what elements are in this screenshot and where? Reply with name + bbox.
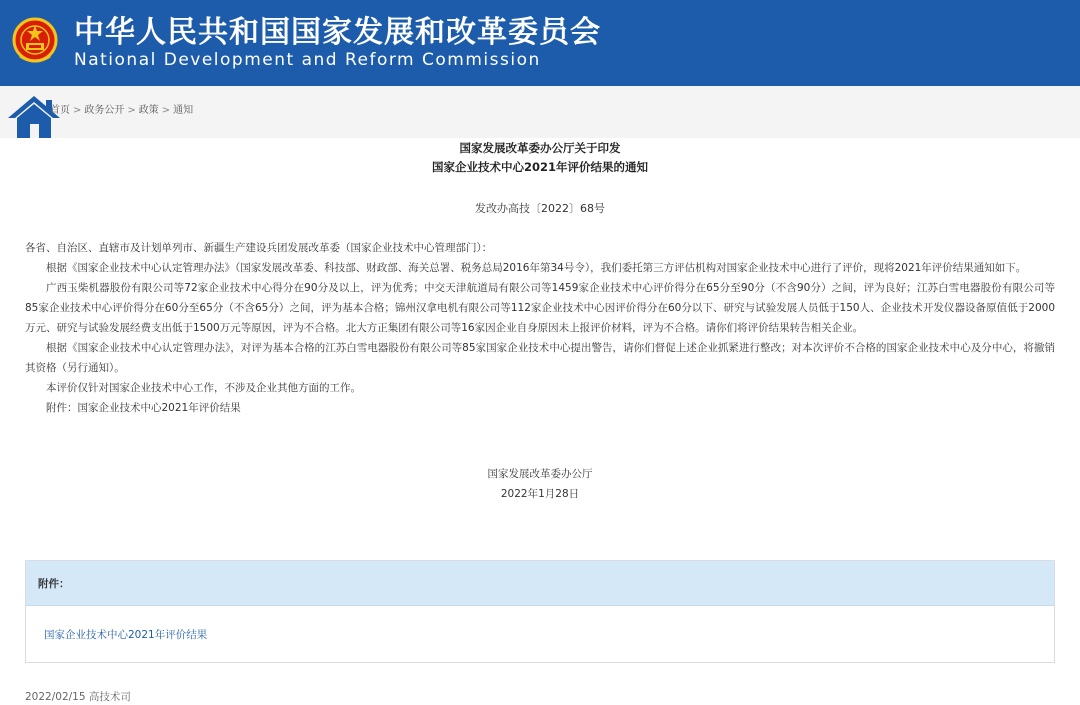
- breadcrumb-home[interactable]: 首页: [50, 105, 70, 116]
- publish-meta: 2022/02/15 高技术司: [25, 691, 131, 703]
- attachment-header-label: 附件：: [38, 578, 70, 590]
- breadcrumb-policy[interactable]: 政策: [138, 105, 159, 116]
- document-title-line2: 国家企业技术中心2021年评价结果的通知: [431, 160, 648, 174]
- document-attachment-note: 附件：国家企业技术中心2021年评价结果: [46, 402, 241, 414]
- document-paragraph: 广西玉柴机器股份有限公司等72家企业技术中心得分在90分及以上，评为优秀；中交天津航道局有限公司等1459家企业技术中心评价得分在65分至90分（不含90分）之间，评为良好；江苏白雪电器股份有限公司等85家企业技术中心评价得分在60分至65分（不含65分）之间，评为基本合格；锦州汉拿电机有限公司等112家企业技术中心因评价得分在60分以下、研究与试验发展人员低于150人、企业技术开发仪器设备原值低于2000万元、研究与试验发展经费支出低于1500万元等原因，评为不合格。北大方正集团有限公司等16家因企业自身原因未上报评价材料，评为不合格。请你们将评价结果转告相关企业。: [25, 282, 1055, 334]
- document-body: [25, 238, 1055, 418]
- breadcrumb: [50, 104, 193, 118]
- document-paragraph: 本评价仅针对国家企业技术中心工作，不涉及企业其他方面的工作。: [46, 382, 361, 394]
- document-signer: 国家发展改革委办公厅: [487, 468, 593, 480]
- breadcrumb-separator: >: [127, 105, 136, 116]
- site-title-en: National Development and Reform Commission: [74, 50, 541, 70]
- breadcrumb-separator: >: [161, 105, 171, 116]
- breadcrumb-separator: >: [73, 105, 82, 116]
- document-title-line1: 国家发展改革委办公厅关于印发: [459, 141, 621, 155]
- document-date: 2022年1月28日: [500, 488, 580, 500]
- document-paragraph: 根据《国家企业技术中心认定管理办法》（国家发展改革委、科技部、财政部、海关总署、税务总局2016年第34号令），我们委托第三方评估机构对国家企业技术中心进行了评价，现将2021年评价结果通知如下。: [46, 262, 1027, 274]
- attachment-panel: [25, 560, 1055, 663]
- document-paragraph: 根据《国家企业技术中心认定管理办法》，对评为基本合格的江苏白雪电器股份有限公司等85家国家企业技术中心提出警告，请你们督促上述企业抓紧进行整改；对本次评价不合格的国家企业技术中心及分中心，将撤销其资格（另行通知）。: [25, 342, 1055, 374]
- breadcrumb-gov-affairs[interactable]: 政务公开: [84, 105, 125, 116]
- attachment-header: [26, 561, 1054, 606]
- site-header: [0, 0, 1080, 86]
- site-title-cn: 中华人民共和国国家发展和改革委员会: [74, 15, 601, 50]
- document-salutation: 各省、自治区、直辖市及计划单列市、新疆生产建设兵团发展改革委（国家企业技术中心管理部门）：: [25, 242, 493, 254]
- attachment-link[interactable]: 国家企业技术中心2021年评价结果: [44, 629, 208, 641]
- document-number: 发改办高技〔2022〕68号: [475, 202, 605, 215]
- breadcrumb-notice[interactable]: 通知: [173, 105, 194, 116]
- national-emblem-icon: [12, 16, 58, 66]
